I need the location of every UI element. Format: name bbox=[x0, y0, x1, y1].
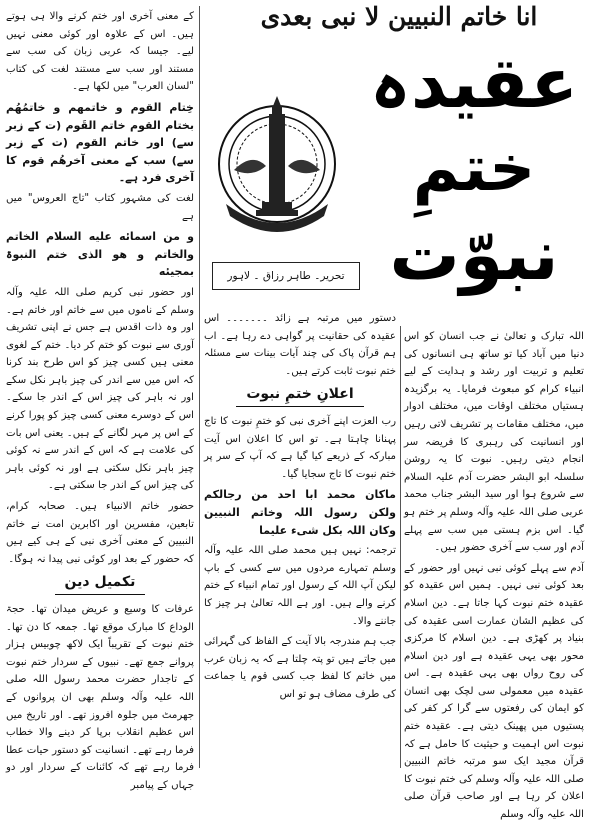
paragraph: آدم سے پہلے کوئی نبی نہیں اور حضور کے بعد کوئی نبی نہیں۔ ہمیں اس عقیدہ کو عقیدہ ختم نبوت کہا جاتا ہے۔ دین اسلام کی عظیم الشان عمارت اسی عقیدہ کی بنیاد پر کھڑی ہے۔ دین اسلام کا مرکزی محور بھی یہی عقیدہ ہے اور دین اسلام کی روح رواں بھی یہی عقیدہ ہے۔ اس عقیدہ میں معمولی سی لچک بھی انسان کو ایمان کی رفعتوں سے گرا کر کفر کی پستیوں میں پھینک دیتی ہے۔ عقیدہ ختم نبوت اس اہمیت و حیثیت کا حامل ہے کہ قرآن مجید ایک سو مرتبہ خاتم النبیین صلی اللہ علیہ وآلہ وسلم کی ختم نبوت کا اعلان کر رہا ہے اور صاحب قرآن صلی اللہ علیہ وآلہ وسلم bbox=[404, 562, 584, 821]
paragraph: عرفات کا وسیع و عریض میدان تھا۔ حجۃ الوداع کا مبارک موقع تھا۔ جمعہ کا دن تھا۔ ختم نبوت کے تقریباً ایک لاکھ چوبیس ہزار پروانے جمع تھے۔ نبیوں کے سردار ختم نبوت کے تاجدار حضرت محمد رسول اللہ صلی اللہ علیہ وآلہ وسلم بھی ان پروانوں کے جھرمٹ میں جلوہ افروز تھے۔ اور تاریخ میں اس عظیم انقلاب برپا کر دینے والا خطاب فرما رہے تھے۔ انسانیت کو دستور حیات عطا فرما رہے تھے کہ کائنات کے سردار اور دو جہاں کے پیامبر bbox=[6, 604, 194, 791]
quran-verse: ماکان محمد ابا احد من رجالکم ولکن رسول اللہ وخاتم النبیین وکان اللہ بکل شیء علیما bbox=[204, 488, 396, 537]
paragraph: رب العزت اپنے آخری نبی کو ختمِ نبوت کا تاج پہنانا چاہتا ہے۔ تو اس کا اعلان اس آیت مبارکہ کے ذریعے کیا گیا ہے کہ آپ کے سر پر ختم نبوت کا تاج سجایا گیا۔ bbox=[204, 415, 396, 480]
paragraph: ترجمہ: نہیں ہیں محمد صلی اللہ علیہ وآلہ وسلم تمہارے مردوں میں سے کسی کے باپ لیکن آپ اللہ کے رسول اور تمام انبیاء کے ختم کرنے والے ہیں۔ اور ہے اللہ تعالیٰ ہر چیز کا جاننے والا۔ bbox=[204, 545, 396, 627]
section-heading bbox=[6, 574, 194, 595]
paragraph: دستور میں مرتبہ ہے زائد ۔۔۔۔۔۔۔ اس عقیدہ کی حقانیت پر گواہی دے رہا ہے۔ اب ہم قرآن پاک کی چند آیات بینات سے مسئلہ ختم نبوت ثابت کرتے ہیں۔ bbox=[204, 313, 396, 377]
arabic-quote: خِتام القوم و خاتمھم و خاتمُھُم بختام القوم خاتم القَوم (ت کے زبر سے) اور خاتم القوم (ت کے زیر سے) سب کے معنی آخرھُم قوم کا آخری فرد ہے۔ bbox=[6, 100, 194, 185]
middle-column bbox=[204, 310, 396, 766]
paragraph: کے معنی آخری اور ختم کرنے والا ہی ہوتے ہیں۔ اس کے علاوہ اور کوئی معنی نہیں لیے۔ جیسا کہ عربی زبان کی سب سے مستند اور سب سے مستند لغت کی کتاب "لسان العرب" میں لکھا ہے۔ bbox=[6, 11, 194, 93]
main-title bbox=[362, 40, 586, 310]
title-line-1: عقیدہ bbox=[369, 42, 579, 124]
title-line-2: ختمِ bbox=[412, 132, 536, 206]
seal-emblem bbox=[212, 92, 342, 242]
author-byline bbox=[212, 262, 360, 290]
header-slogan: انا خاتم النبیین لا نبی بعدی bbox=[260, 2, 538, 31]
arabic-quote: و من اسمائه علیه السلام الخاتم والخاتم و هو الذی ختم النبوۃ بمجیئه bbox=[6, 230, 194, 279]
section-heading bbox=[204, 386, 396, 407]
paragraph: حضور خاتم الانبیاء ہیں۔ صحابہ کرام، تابعین، مفسرین اور اکابرین امت نے خاتم النبیین کے معنی آخری نبی کے ہی کیے ہیں کہ حضور کے بعد اور کوئی نبی پیدا نہ ہوگا۔ bbox=[6, 501, 194, 565]
column-divider bbox=[400, 326, 401, 768]
column-divider bbox=[199, 6, 200, 768]
paragraph: اللہ تبارک و تعالیٰ نے جب انسان کو اس دنیا میں آباد کیا تو ساتھ ہی انسانوں کی تعلیم و تربیت اور رشد و ہدایت کے لیے انبیاء کرام کو مبعوث فرمایا۔ یہ برگزیدہ ہستیاں مختلف اوقات میں، مختلف ادوار میں، مختلف مقامات پر تشریف لاتی رہیں اور انسانیت کی رہبری کا فریضہ سر انجام دیتی رہیں۔ نبوت کا یہ روشن سلسلہ ابو البشر حضرت آدم علیہ السلام سے شروع ہوا اور سید البشر جناب محمد عربی صلی اللہ علیہ وآلہ وسلم پر ختم ہو گیا۔ اس بزم ہستی میں سب سے پہلے آدم اور سب سے آخری حضور ہیں۔ bbox=[404, 331, 584, 554]
paragraph: جب ہم مندرجہ بالا آیت کے الفاظ کی گہرائی میں جاتے ہیں تو پتہ چلتا ہے کہ یہ زبان عرب میں خاتم کا لفظ جب کسی قوم یا جماعت کی طرف مضاف ہو تو اس bbox=[204, 636, 396, 700]
section-heading-text: تکمیل دین bbox=[55, 574, 146, 595]
section-heading-text: اعلانِ ختمِ نبوت bbox=[236, 386, 363, 407]
left-column bbox=[6, 8, 194, 791]
byline-text: تحریر۔ طاہر رزاق ۔ لاہور bbox=[227, 270, 345, 282]
paragraph: اور حضور نبی کریم صلی اللہ علیہ وآلہ وسلم کے ناموں میں سے خاتم اور خاتم ہے۔ اور وہ ذات اقدس ہے جس نے اپنی تشریف آوری سے نبوت کو ختم کر دیا۔ ختم کے لغوی معنی ہیں کسی چیز کو اس طرح بند کرنا کہ اس میں سے اندر کی چیز باہر نکل سکے اور نہ باہر کی چیز اس کے اندر جا سکے۔ اس کے دوسرے معنی کسی چیز کو پورا کرنے کے اس پر مہر لگانے کے ہیں۔ یعنی اس بات کی علامت ہے کہ اس کے اندر سے نہ کوئی چیز باہر نکل سکتی ہے اور نہ کوئی باہر کی چیز اس کے اندر جا سکتی ہے۔ bbox=[6, 286, 194, 492]
paragraph: لغت کی مشہور کتاب "تاج العروس" میں ہے bbox=[6, 192, 194, 222]
title-line-3: نبوّت bbox=[389, 214, 559, 296]
right-column bbox=[404, 328, 584, 821]
